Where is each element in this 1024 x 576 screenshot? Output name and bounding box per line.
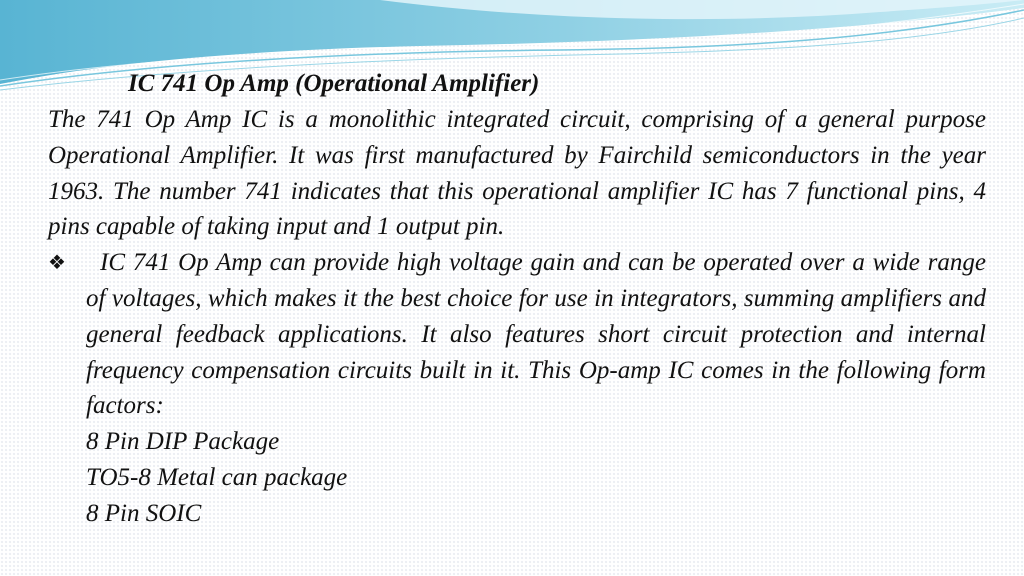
diamond-cluster-icon: ❖ [48, 252, 66, 275]
form-factor-item: TO5-8 Metal can package [86, 463, 348, 491]
slide-content [48, 66, 986, 532]
form-factor-item: 8 Pin SOIC [86, 499, 202, 527]
form-factor-list [86, 424, 986, 531]
form-factor-item: 8 Pin DIP Package [86, 428, 280, 456]
slide-title: IC 741 Op Amp (Operational Amplifier) [128, 70, 540, 97]
bullet-text: IC 741 Op Amp can provide high voltage gain and can be operated over a wide range of voltages, which makes it the best choice for use in integrators, summing amplifiers and general feedback applications. It also features short circuit protection and internal frequency compensation circuits built in it. This Op-amp IC comes in the following form factors: [86, 249, 986, 420]
intro-paragraph: The 741 Op Amp IC is a monolithic integrated circuit, comprising of a general purpose Operational Amplifier. It was first manufactured by Fairchild semiconductors in the year 1963. The number 741 indicates that this operational amplifier IC has 7 functional pins, 4 pins capable of taking input and 1 output pin. [48, 106, 986, 241]
bullet-point [48, 245, 986, 531]
